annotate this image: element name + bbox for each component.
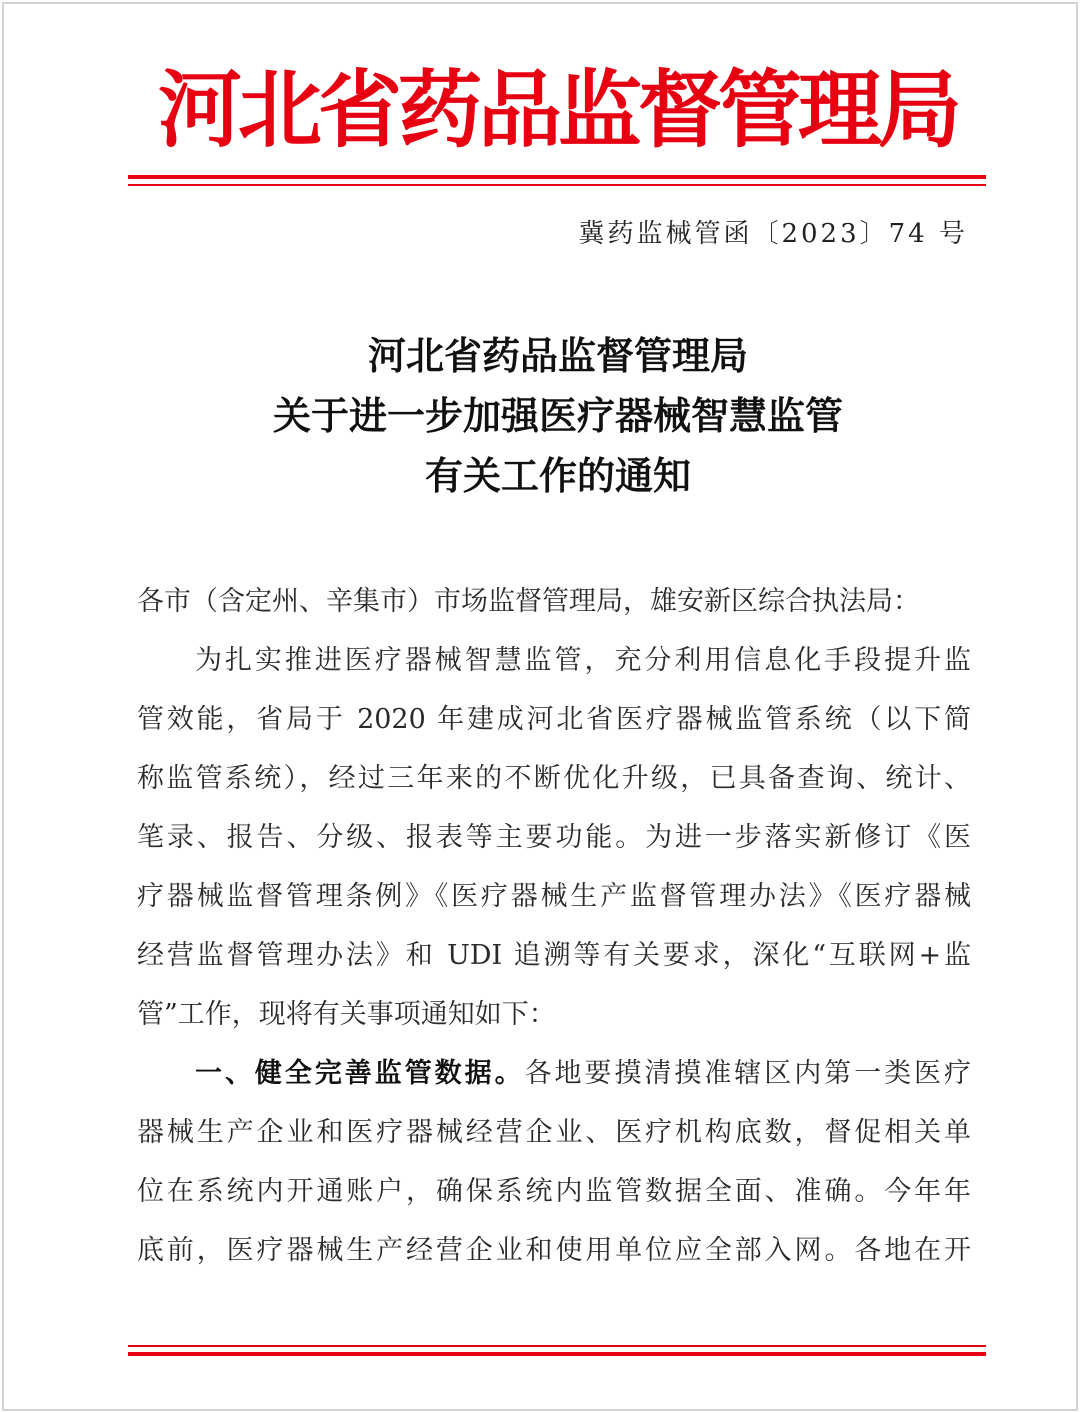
document-body (137, 572, 971, 1280)
paragraph-line: 底前，医疗器械生产经营企业和使用单位应全部入网。各地在开 (137, 1235, 971, 1266)
paragraph-line: 管”工作，现将有关事项通知如下： (137, 999, 556, 1030)
section-1-first-line (137, 1044, 971, 1103)
paragraph-line: 称监管系统），经过三年来的不断优化升级，已具备查询、统计、 (137, 763, 971, 794)
paragraph-line: 经营监督管理办法》和 UDI 追溯等有关要求，深化“互联网+监 (137, 940, 971, 971)
document-title (130, 326, 986, 506)
title-line-2: 关于进一步加强医疗器械智慧监管 (272, 393, 843, 438)
paragraph-line: 疗器械监督管理条例》《医疗器械生产监督管理办法》《医疗器械 (137, 881, 971, 912)
section-1-heading: 一、健全完善监管数据。 (195, 1058, 525, 1089)
title-line-1: 河北省药品监督管理局 (367, 333, 748, 378)
paragraph-line: 位在系统内开通账户，确保系统内监管数据全面、准确。今年年 (137, 1176, 971, 1207)
footer-red-rule-thin (128, 1345, 986, 1347)
header-red-rule-thin (128, 184, 986, 186)
paragraph-line: 管效能，省局于 2020 年建成河北省医疗器械监管系统（以下简 (137, 704, 971, 735)
header-red-rule-thick (128, 175, 986, 179)
document-number: 冀药监械管函〔2023〕74 号 (578, 219, 968, 249)
paragraph-line: 器械生产企业和医疗器械经营企业、医疗机构底数，督促相关单 (137, 1117, 971, 1148)
paragraph-line: 为扎实推进医疗器械智慧监管，充分利用信息化手段提升监 (195, 645, 971, 676)
section-1-text: 各地要摸清摸准辖区内第一类医疗 (524, 1058, 971, 1089)
paragraph-line: 笔录、报告、分级、报表等主要功能。为进一步落实新修订《医 (137, 822, 971, 853)
salutation: 各市（含定州、辛集市）市场监督管理局，雄安新区综合执法局： (137, 586, 920, 617)
footer-red-rule-thick (128, 1352, 986, 1356)
title-line-3: 有关工作的通知 (424, 453, 691, 498)
masthead-agency-name: 河北省药品监督管理局 (157, 61, 958, 159)
